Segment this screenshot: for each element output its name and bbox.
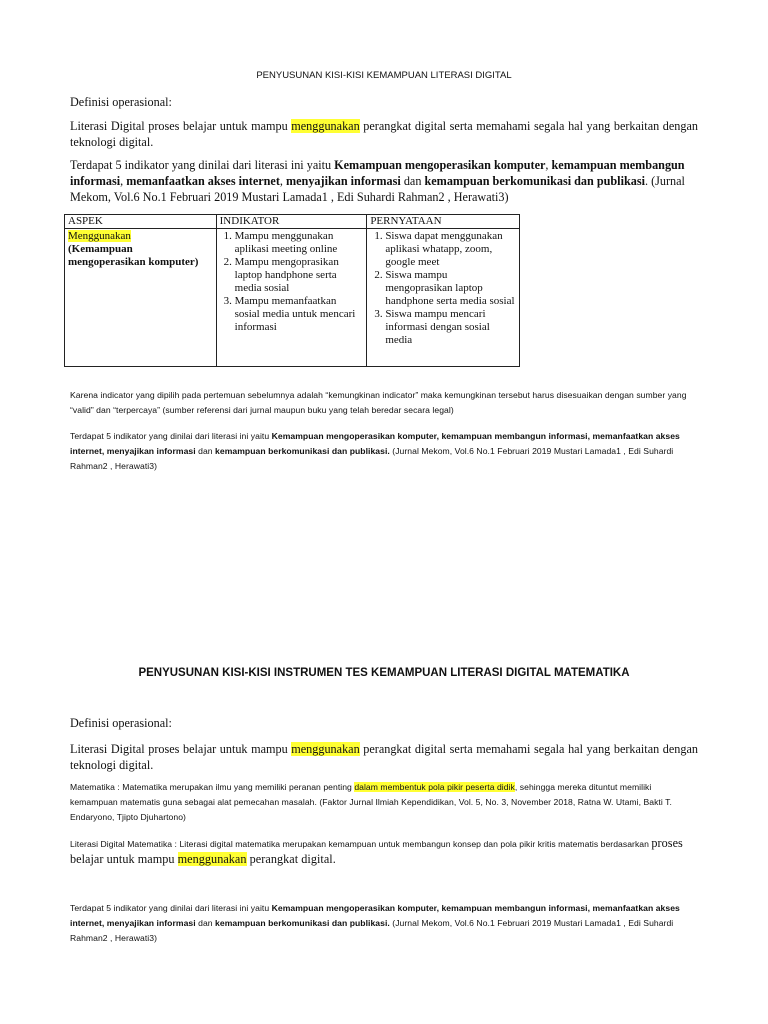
indicator-paragraph-a [70, 429, 698, 474]
list-item: 2. Siswa mampu mengoprasikan laptop handphone serta media sosial [385, 269, 516, 308]
para-intro: Terdapat 5 indikator yang dinilai dari literasi ini yaitu [70, 431, 272, 441]
list-item: 3. Mampu memanfaatkan sosial media untuk mencari informasi [235, 295, 364, 334]
section2-title: PENYUSUNAN KISI-KISI INSTRUMEN TES KEMAMPUAN LITERASI DIGITAL MATEMATIKA [138, 667, 630, 679]
table-header-pernyataan: PERNYATAAN [367, 215, 520, 229]
para-bold: kemampuan berkomunikasi dan publikasi. [215, 446, 390, 456]
indicator-sep: , [120, 174, 127, 188]
indicator-bold: Kemampuan mengoperasikan komputer [334, 158, 546, 172]
indicator-sep: , [545, 158, 552, 172]
table-row [65, 229, 520, 367]
para-mid: dan [195, 918, 216, 928]
ldm-serif-text: proses belajar untuk mampu [70, 836, 683, 866]
indicator-bold: kemampuan berkomunikasi dan publikasi [424, 174, 645, 188]
list-item: 1. Mampu menggunakan aplikasi meeting online [235, 230, 364, 256]
para-mid: dan [195, 446, 216, 456]
list-item: 3. Siswa mampu mencari informasi dengan sosial media [385, 308, 516, 347]
indicator-list [220, 230, 364, 334]
highlight-menggunakan: menggunakan [291, 742, 360, 756]
table-cell-aspek [65, 229, 217, 367]
section1-title: PENYUSUNAN KISI-KISI KEMAMPUAN LITERASI DIGITAL [256, 70, 512, 81]
aspect-detail: (Kemampuan mengoperasikan komputer) [68, 243, 199, 268]
table-header-indikator: INDIKATOR [216, 215, 367, 229]
definition-text-part: Literasi Digital proses belajar untuk mampu [70, 119, 292, 133]
definition-text [70, 741, 698, 773]
definition-text [70, 118, 698, 150]
highlight-pola-pikir: dalam membentuk pola pikir peserta didik [354, 782, 515, 792]
ldm-serif-text: perangkat digital. [246, 852, 336, 866]
definition-text-part: perangkat digital serta memahami segala hal yang berkaitan dengan teknologi digital. [70, 119, 698, 149]
math-text: Matematika : Matematika merupakan ilmu yang memiliki peranan penting [70, 782, 355, 792]
note-paragraph: Karena indicator yang dipilih pada pertemuan sebelumnya adalah “kemungkinan indicator” maka kemungkinan tersebut harus disesuaikan dengan sumber yang “valid” dan “terpercaya” (sumber referensi dari jurnal maupun buku yang telah beredar secara legal) [70, 390, 687, 415]
indicator-table [64, 214, 520, 367]
table-cell-indikator [216, 229, 367, 367]
math-text: , sehingga mereka dituntut memiliki kemampuan matematis guna sebagai alat pemecahan masalah. (Faktor Jurnal Ilmiah Kependidikan, Vol. 5, No. 3, November 2018, Ratna W. Utami, Bakti T. Endaryono, Tjipto Djuhartono) [70, 782, 672, 822]
table-cell-pernyataan [367, 229, 520, 367]
para-bold: Kemampuan mengoperasikan komputer, kemampuan membangun informasi, memanfaatkan akses internet, menyajikan informasi [70, 431, 680, 456]
definition-text-part: perangkat digital serta memahami segala hal yang berkaitan dengan teknologi digital. [70, 742, 698, 772]
statement-list [370, 230, 516, 347]
para-ref: (Jurnal Mekom, Vol.6 No.1 Februari 2019 Mustari Lamada1 , Edi Suhardi Rahman2 , Herawati3) [70, 446, 674, 471]
math-definition [70, 780, 698, 825]
para-intro: Terdapat 5 indikator yang dinilai dari literasi ini yaitu [70, 903, 272, 913]
indicator-bold: kemampuan membangun informasi [70, 158, 685, 188]
indicator-ref: . (Jurnal Mekom, Vol.6 No.1 Februari 2019 Mustari Lamada1 , Edi Suhardi Rahman2 , Herawati3) [70, 174, 685, 204]
indicator-sep: dan [400, 174, 425, 188]
indicator-sep: , [279, 174, 286, 188]
table-header-row [65, 215, 520, 229]
indicator-bold: menyajikan informasi [286, 174, 401, 188]
ldm-definition [70, 836, 698, 868]
highlight-menggunakan: Menggunakan [68, 230, 131, 242]
ldm-text: Literasi Digital Matematika : Literasi digital matematika merupakan kemampuan untuk membangun konsep dan pola pikir kritis matematis berdasarkan [70, 839, 652, 849]
indicator-bold: memanfaatkan akses internet [126, 174, 280, 188]
table-header-aspek: ASPEK [65, 215, 217, 229]
definition-label: Definisi operasional: [70, 95, 172, 109]
list-item: 1. Siswa dapat menggunakan aplikasi whatapp, zoom, google meet [385, 230, 516, 269]
indicator-intro: Terdapat 5 indikator yang dinilai dari literasi ini yaitu [70, 158, 335, 172]
para-bold: kemampuan berkomunikasi dan publikasi. [215, 918, 390, 928]
para-ref: (Jurnal Mekom, Vol.6 No.1 Februari 2019 Mustari Lamada1 , Edi Suhardi Rahman2 , Herawati3) [70, 918, 674, 943]
indicator-paragraph [70, 157, 698, 205]
highlight-menggunakan: menggunakan [291, 119, 360, 133]
para-bold: Kemampuan mengoperasikan komputer, kemampuan membangun informasi, memanfaatkan akses internet, menyajikan informasi [70, 903, 680, 928]
highlight-menggunakan: menggunakan [177, 852, 247, 866]
list-item: 2. Mampu mengoprasikan laptop handphone serta media sosial [235, 256, 364, 295]
indicator-paragraph-b [70, 901, 698, 946]
definition-text-part: Literasi Digital proses belajar untuk mampu [70, 742, 292, 756]
definition-label: Definisi operasional: [70, 716, 172, 730]
